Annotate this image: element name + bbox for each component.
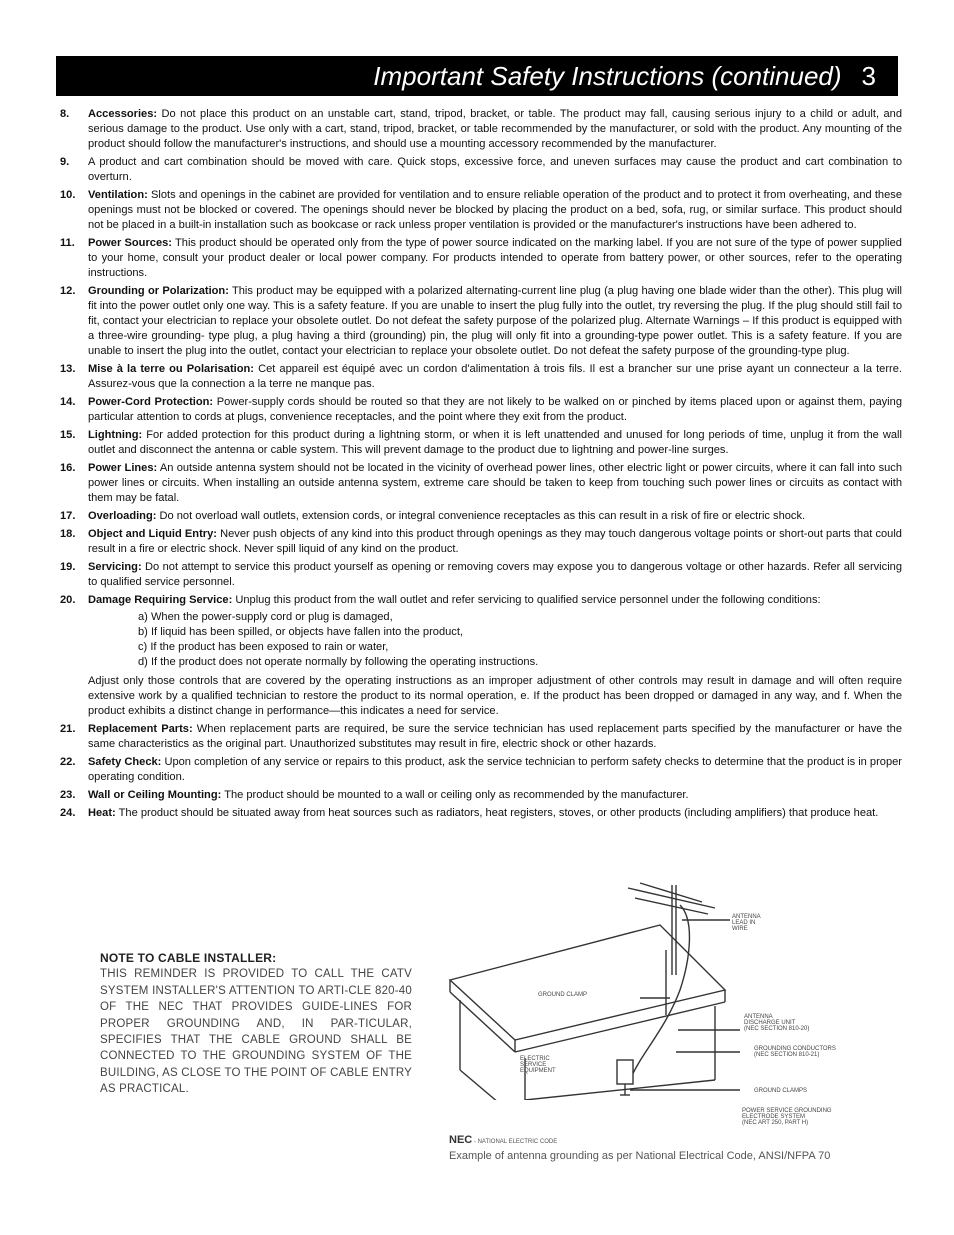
item-body <box>88 362 902 392</box>
item-label: Overloading: <box>88 510 157 522</box>
item-text: A product and cart combination should be moved with care. Quick stops, excessive force, and uneven surfaces may cause the product and cart combination to overturn. <box>88 156 902 183</box>
item-body <box>88 806 902 821</box>
item-number: 21. <box>60 723 76 735</box>
item-number: 13. <box>60 363 76 375</box>
instruction-item <box>56 593 902 719</box>
item-label: Ventilation: <box>88 189 148 201</box>
note-text: THIS REMINDER IS PROVIDED TO CALL THE CATV SYSTEM INSTALLER'S ATTENTION TO ARTI-CLE 820-40 OF THE NEC THAT PROVIDES GUIDE-LINES FOR PROPER GROUNDING AND, IN PAR-TICULAR, SPECIFIES THAT THE CABLE GROUND SHALL BE CONNECTED TO THE GROUNDING SYSTEM OF THE BUILDING, AS CLOSE TO THE POINT OF CABLE ENTRY AS PRACTICAL. <box>100 968 412 1096</box>
item-text: For added protection for this product during a lightning storm, or when it is left unattended and unused for long periods of time, unplug it from the wall outlet and disconnect the antenna or cable system. This will prevent damage to the product due to lightning and power-line surges. <box>88 429 902 456</box>
caption-text: Example of antenna grounding as per National Electrical Code, ANSI/NFPA 70 <box>449 1150 831 1162</box>
item-label: Accessories: <box>88 108 158 120</box>
item-text: The product should be situated away from heat sources such as radiators, heat registers, stoves, or other products (including amplifiers) that produce heat. <box>115 807 879 819</box>
item-label: Power Sources: <box>88 237 172 249</box>
note-heading: NOTE TO CABLE INSTALLER: <box>100 951 277 965</box>
item-paragraph <box>88 755 902 785</box>
item-body <box>88 560 902 590</box>
label-discharge-1: ANTENNA <box>744 1014 773 1020</box>
item-label: Damage Requiring Service: <box>88 594 233 606</box>
item-paragraph <box>88 461 902 506</box>
item-paragraph <box>88 722 902 752</box>
instruction-item <box>56 755 902 785</box>
item-body <box>88 236 902 281</box>
sublist-entry: b) If liquid has been spilled, or objects have fallen into the product, <box>138 626 464 638</box>
item-body <box>88 593 902 719</box>
instruction-item <box>56 107 902 152</box>
item-number: 11. <box>60 237 75 249</box>
item-label: Heat: <box>88 807 116 819</box>
item-label: Wall or Ceiling Mounting: <box>88 789 222 801</box>
svg-text:GROUNDING CONDUCTORS(NEC SECTI <box>754 1046 836 1058</box>
sublist-entry: c) If the product has been exposed to rain or water, <box>138 641 389 653</box>
diagram-caption <box>449 1133 830 1163</box>
sublist-entry: a) When the power-supply cord or plug is damaged, <box>138 611 393 623</box>
page-title: Important Safety Instructions (continued) <box>373 60 842 91</box>
label-ground-clamps: GROUND CLAMPS <box>754 1088 808 1094</box>
item-text: Do not place this product on an unstable cart, stand, tripod, bracket, or table. The product may fall, causing serious injury to a child or adult, and serious damage to the product. Use only with a cart, stand, tripod, bracket, or table recommended by the manufacturer, or sold with the product. Any mounting of the product should follow the manufacturer's instructions, and should use a mounting accessory recommended by the manufacturer. <box>88 108 902 150</box>
item-text: This product should be operated only from the type of power source indicated on the marking label. If you are not sure of the type of power supplied to your home, consult your product dealer or local power company. For products intended to operate from battery power, or other sources, refer to the operating instructions. <box>88 237 902 279</box>
item-text: Power-supply cords should be routed so that they are not likely to be walked on or pinched by items placed upon or against them, paying particular attention to cords at plugs, convenience receptacles, and the point where they exit from the product. <box>88 396 902 423</box>
item-paragraph <box>88 236 902 281</box>
item-text: Unplug this product from the wall outlet and refer servicing to qualified service personnel under the following conditions: <box>232 594 821 606</box>
item-number: 14. <box>60 396 76 408</box>
label-antenna-lead-3: WIRE <box>732 926 748 932</box>
item-label: Safety Check: <box>88 756 162 768</box>
instruction-item <box>56 284 902 359</box>
item-label: Object and Liquid Entry: <box>88 528 217 540</box>
item-paragraph <box>88 107 902 152</box>
cable-installer-note <box>100 950 412 1098</box>
item-text: The product should be mounted to a wall or ceiling only as recommended by the manufacturer. <box>221 789 689 801</box>
item-paragraph <box>88 509 902 524</box>
item-label: Mise à la terre ou Polarisation: <box>88 363 254 375</box>
item-number: 20. <box>60 594 76 606</box>
item-number: 10. <box>60 189 76 201</box>
item-paragraph <box>88 788 902 803</box>
caption-nec: NEC <box>449 1134 473 1146</box>
power-service-label-svg <box>440 1102 870 1132</box>
label-power-service-2: ELECTRODE SYSTEM <box>742 1114 806 1120</box>
item-paragraph <box>88 362 902 392</box>
item-sublist <box>88 610 902 670</box>
item-number: 12. <box>60 285 76 297</box>
item-label: Power Lines: <box>88 462 158 474</box>
item-text: Never push objects of any kind into this product through openings as they may touch dangerous voltage points or short-out parts that could result in a fire or electric shock. Never spill liquid of any kind on the product. <box>88 528 902 555</box>
svg-text:ANTENNADISCHARGE UNIT(NEC SECT <box>744 1014 809 1032</box>
power-service-label-area <box>440 1102 870 1132</box>
instruction-item <box>56 527 902 557</box>
caption-nec-def: - NATIONAL ELECTRIC CODE <box>472 1139 558 1145</box>
item-text: Do not overload wall outlets, extension cords, or integral convenience receptacles as this can result in a risk of fire or electric shock. <box>156 510 806 522</box>
item-paragraph <box>88 428 902 458</box>
item-body <box>88 428 902 458</box>
page-number: 3 <box>861 60 876 91</box>
item-label: Grounding or Polarization: <box>88 285 229 297</box>
item-paragraph <box>88 527 902 557</box>
item-label: Lightning: <box>88 429 143 441</box>
label-discharge-2: DISCHARGE UNIT <box>744 1020 796 1026</box>
instruction-item <box>56 788 902 803</box>
item-body <box>88 509 902 524</box>
instruction-item <box>56 509 902 524</box>
item-body <box>88 788 902 803</box>
item-paragraph <box>88 188 902 233</box>
item-paragraph <box>88 806 902 821</box>
label-electric-3: EQUIPMENT <box>520 1068 556 1074</box>
item-text: Cet appareil est équipé avec un cordon d'alimentation à trois fils. Il est a brancher sur une prise ayant un connecteur a la terre. Assurez-vous que la connection a la terre ne manque pas. <box>88 363 902 390</box>
svg-text:ANTENNALEAD INWIRE <box>732 914 761 932</box>
house-diagram-svg <box>440 880 870 1100</box>
instruction-item <box>56 155 902 185</box>
label-discharge-3: (NEC SECTION 810-20) <box>744 1026 810 1032</box>
item-number: 16. <box>60 462 76 474</box>
item-paragraph <box>88 395 902 425</box>
item-number: 8. <box>60 108 70 120</box>
item-body <box>88 155 902 185</box>
instruction-item <box>56 806 902 821</box>
item-text: An outside antenna system should not be located in the vicinity of overhead power lines, other electric light or power circuits, where it can fall into such power lines or circuits. When installing an outside antenna system, extreme care should be taken to keep from touching such power lines or circuits as contact with them may be fatal. <box>88 462 903 504</box>
item-number: 24. <box>60 807 76 819</box>
item-label: Power-Cord Protection: <box>88 396 214 408</box>
item-number: 23. <box>60 789 76 801</box>
instruction-item <box>56 461 902 506</box>
item-body <box>88 188 902 233</box>
item-number: 19. <box>60 561 76 573</box>
instruction-item <box>56 362 902 392</box>
item-body <box>88 395 902 425</box>
label-antenna-lead-2: LEAD IN <box>732 920 756 926</box>
instruction-item <box>56 395 902 425</box>
item-number: 18. <box>60 528 76 540</box>
label-electric-1: ELECTRIC <box>520 1056 550 1062</box>
label-power-service-3: (NEC ART 250, PART H) <box>742 1120 809 1126</box>
label-electric-2: SERVICE <box>520 1062 547 1068</box>
item-text: This product may be equipped with a polarized alternating-current line plug (a plug having one blade wider than the other). This plug will fit into the power outlet only one way. This is a safety feature. If you are unable to insert the plug fully into the outlet, try reversing the plug. If the plug should still fail to fit, contact your electrician to replace your obsolete outlet. Do not defeat the safety purpose of the polarized plug. Alternate Warnings – If this product is equipped with a three-wire grounding- type plug, a plug having a third (grounding) pin, the plug will only fit into a grounding-type power outlet. This is a safety feature. If you are unable to insert the plug into the outlet, contact your electrician to replace your obsolete outlet. Do not defeat the safety purpose of the grounding-type plug. <box>88 285 903 357</box>
page-header <box>56 56 898 96</box>
instruction-item <box>56 560 902 590</box>
item-label: Replacement Parts: <box>88 723 193 735</box>
item-body <box>88 527 902 557</box>
item-paragraph <box>88 560 902 590</box>
item-text: Do not attempt to service this product yourself as opening or removing covers may expose you to dangerous voltage or other hazards. Refer all servicing to qualified service personnel. <box>88 561 902 588</box>
instruction-item <box>56 428 902 458</box>
item-text: When replacement parts are required, be sure the service technician has used replacement parts specified by the manufacturer or have the same characteristics as the original part. Unauthorized substitutes may result in fire, electric shock or other hazards. <box>88 723 902 750</box>
item-body <box>88 461 902 506</box>
item-body <box>88 755 902 785</box>
item-number: 9. <box>60 156 70 168</box>
item-body <box>88 284 902 359</box>
item-paragraph <box>88 593 902 608</box>
svg-text:POWER SERVICE GROUNDINGELECTRO <box>742 1108 832 1126</box>
item-number: 17. <box>60 510 76 522</box>
item-paragraph <box>88 155 902 185</box>
item-number: 15. <box>60 429 76 441</box>
label-conductors-1: GROUNDING CONDUCTORS <box>754 1046 836 1052</box>
item-extra-paragraph: Adjust only those controls that are covered by the operating instructions as an improper adjustment of other controls may result in damage and will often require extensive work by a qualified technician to restore the product to its normal operation, e. If the product has been dropped or damaged in any way, and f. When the product exhibits a distinct change in performance—this indicates a need for service. <box>88 675 902 717</box>
item-label: Servicing: <box>88 561 142 573</box>
item-body <box>88 722 902 752</box>
instruction-item <box>56 722 902 752</box>
label-power-service-1: POWER SERVICE GROUNDING <box>742 1108 832 1114</box>
label-antenna-lead-1: ANTENNA <box>732 914 761 920</box>
sublist-entry: d) If the product does not operate normally by following the operating instructions. <box>138 656 539 668</box>
instruction-list <box>56 107 902 824</box>
item-text: Upon completion of any service or repairs to this product, ask the service technician to perform safety checks to determine that the product is in proper operating condition. <box>88 756 902 783</box>
item-number: 22. <box>60 756 76 768</box>
label-ground-clamp: GROUND CLAMP <box>538 992 588 998</box>
item-paragraph <box>88 284 902 359</box>
item-body <box>88 107 902 152</box>
item-text: Slots and openings in the cabinet are provided for ventilation and to ensure reliable operation of the product and to protect it from overheating, and these openings must not be blocked or covered. The openings should never be blocked by placing the product on a bed, sofa, rug, or similar surface. This product should not be placed in a built-in installation such as bookcase or rack unless proper ventilation is provided or the manufacturer's instructions have been adhered to. <box>88 189 902 231</box>
instruction-item <box>56 236 902 281</box>
svg-text:ELECTRICSERVICEEQUIPMENT <box>520 1056 556 1074</box>
antenna-grounding-diagram <box>440 880 870 1100</box>
instruction-item <box>56 188 902 233</box>
label-conductors-2: (NEC SECTION 810-21) <box>754 1052 820 1058</box>
